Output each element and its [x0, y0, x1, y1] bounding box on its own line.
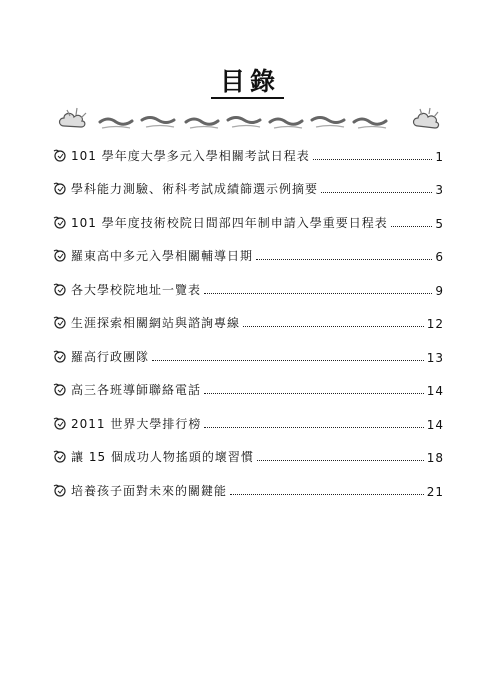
toc-page-number: 9	[435, 283, 444, 298]
toc-item-title: 學科能力測驗、術科考試成績篩選示例摘要	[71, 182, 319, 196]
dot-leader	[204, 427, 423, 428]
dot-leader	[204, 393, 424, 394]
toc-item-title: 培養孩子面對未來的關鍵能	[71, 483, 228, 498]
toc-page-number: 12	[426, 317, 444, 331]
page-title: 目錄	[0, 62, 495, 98]
toc-page-number: 1	[435, 149, 444, 164]
table-of-contents	[52, 130, 444, 499]
dot-leader	[256, 259, 432, 260]
toc-page-number: 3	[435, 183, 444, 197]
clip-bullet-icon	[52, 282, 66, 296]
toc-item-title: 羅東高中多元入學相關輔導日期	[71, 249, 254, 263]
toc-page-number: 5	[435, 216, 444, 231]
toc-page-number: 13	[426, 350, 444, 365]
clip-bullet-icon	[52, 483, 66, 497]
toc-page-number: 21	[426, 484, 444, 499]
toc-item[interactable]	[52, 164, 444, 198]
dot-leader	[321, 192, 432, 193]
toc-item-title: 101 學年度大學多元入學相關考試日程表	[71, 148, 310, 163]
toc-page-number: 18	[426, 451, 444, 465]
toc-item[interactable]	[52, 365, 444, 399]
toc-item[interactable]	[52, 130, 444, 164]
toc-item[interactable]	[52, 432, 444, 466]
dot-leader	[152, 360, 424, 361]
toc-item-title: 各大學校院地址一覽表	[71, 282, 202, 297]
toc-item[interactable]	[52, 465, 444, 499]
toc-page-number: 6	[435, 250, 444, 264]
toc-item-title: 生涯探索相關網站與諮詢專線	[71, 316, 241, 330]
toc-item-title: 讓 15 個成功人物搖頭的壞習慣	[71, 450, 254, 464]
toc-item[interactable]	[52, 197, 444, 231]
dot-leader	[230, 494, 424, 495]
toc-page-number: 14	[426, 417, 444, 432]
toc-item[interactable]	[52, 331, 444, 365]
clip-bullet-icon	[52, 349, 66, 363]
toc-item[interactable]	[52, 264, 444, 298]
clip-bullet-icon	[52, 315, 66, 329]
clip-bullet-icon	[52, 416, 66, 430]
toc-item-title: 高三各班導師聯絡電話	[71, 383, 202, 397]
toc-item[interactable]	[52, 231, 444, 265]
clip-bullet-icon	[52, 215, 66, 229]
dot-leader	[391, 226, 433, 227]
clip-bullet-icon	[52, 382, 66, 396]
toc-item-title: 101 學年度技術校院日間部四年制申請入學重要日程表	[71, 215, 388, 230]
toc-item[interactable]	[52, 398, 444, 432]
dot-leader	[204, 293, 432, 294]
clip-bullet-icon	[52, 248, 66, 262]
toc-item-title: 羅高行政團隊	[71, 349, 150, 364]
clip-bullet-icon	[52, 449, 66, 463]
dot-leader	[313, 159, 433, 160]
dot-leader	[243, 326, 424, 327]
toc-page-number: 14	[426, 384, 444, 398]
dot-leader	[257, 460, 424, 461]
toc-item[interactable]	[52, 298, 444, 332]
toc-item-title: 2011 世界大學排行榜	[71, 416, 202, 431]
clip-bullet-icon	[52, 181, 66, 195]
clip-bullet-icon	[52, 148, 66, 162]
